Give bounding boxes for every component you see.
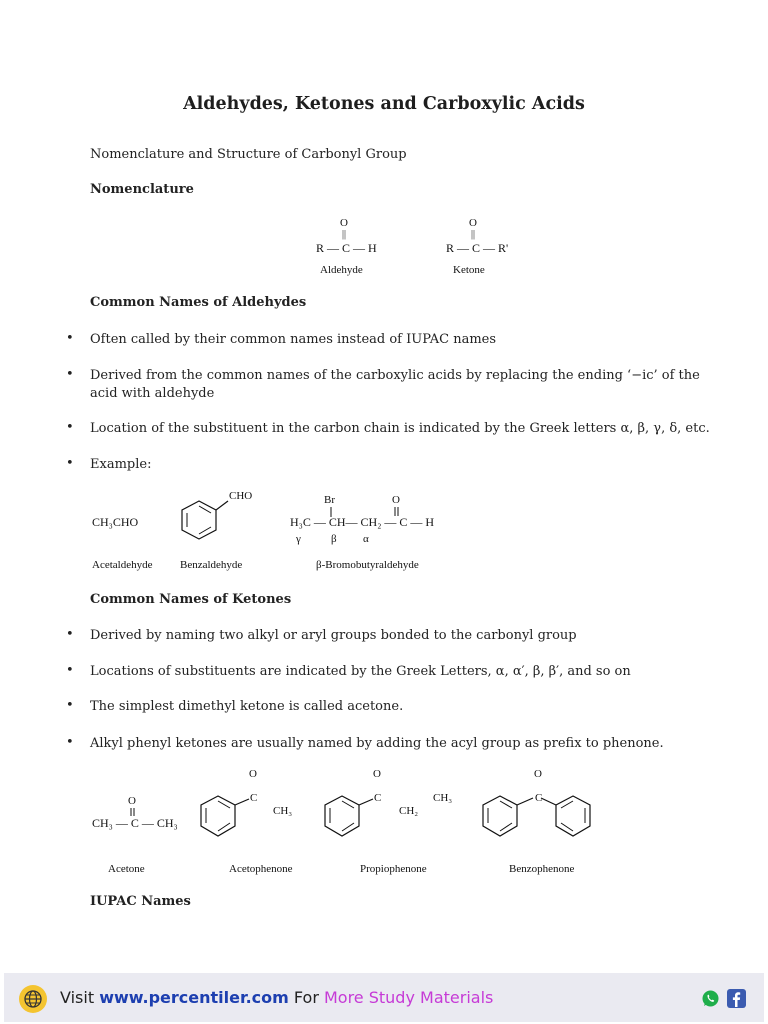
propiophenone-carbon: C bbox=[374, 792, 382, 804]
heading-ketones: Common Names of Ketones bbox=[90, 592, 292, 607]
acetophenone-oxygen: O bbox=[249, 768, 257, 780]
aldehyde-label: Aldehyde bbox=[320, 264, 363, 276]
facebook-icon[interactable] bbox=[727, 989, 746, 1008]
footer-banner bbox=[4, 973, 764, 1022]
list-item: Example: bbox=[90, 457, 152, 472]
whatsapp-icon[interactable] bbox=[701, 989, 720, 1008]
globe-icon bbox=[19, 985, 47, 1013]
page-title: Aldehydes, Ketones and Carboxylic Acids bbox=[183, 94, 585, 114]
bullet-dot: • bbox=[66, 367, 74, 382]
list-item: The simplest dimethyl ketone is called acetone. bbox=[90, 699, 404, 714]
footer-more-link[interactable]: More Study Materials bbox=[323, 988, 494, 1007]
aldehyde-formula: R — C — H bbox=[316, 241, 377, 255]
footer-visit: Visit bbox=[60, 988, 100, 1007]
ketone-double-bond: || bbox=[471, 229, 476, 240]
list-item: Locations of substituents are indicated by the Greek Letters, α, α′, β, β′, and so on bbox=[90, 664, 631, 679]
benzene-ring-icon bbox=[196, 790, 256, 844]
acetone-formula: CH₃ — C — CH₃ bbox=[92, 816, 178, 830]
bromo-formula: H₃C — CH— CH₂ — C — H bbox=[290, 515, 435, 529]
footer-for: For bbox=[288, 988, 324, 1007]
bullet-dot: • bbox=[66, 663, 74, 678]
acetophenone-ch3: CH₃ bbox=[273, 805, 293, 817]
footer-website-link[interactable]: www.percentiler.com bbox=[99, 988, 289, 1007]
acetone-label: Acetone bbox=[108, 863, 145, 875]
benzaldehyde-label: Benzaldehyde bbox=[180, 559, 243, 571]
list-item: Derived by naming two alkyl or aryl groups bonded to the carbonyl group bbox=[90, 628, 577, 643]
acetaldehyde-label: Acetaldehyde bbox=[92, 559, 153, 571]
ketone-oxygen: O bbox=[469, 217, 477, 229]
propiophenone-label: Propiophenone bbox=[360, 863, 427, 875]
bullet-dot: • bbox=[66, 627, 74, 642]
bullet-dot: • bbox=[66, 698, 74, 713]
benzophenone-carbon: C bbox=[535, 792, 543, 804]
acetophenone-carbon: C bbox=[250, 792, 258, 804]
aldehyde-oxygen: O bbox=[340, 217, 348, 229]
benzophenone-oxygen: O bbox=[534, 768, 542, 780]
acetaldehyde-formula: CH₃CHO bbox=[92, 515, 139, 529]
bromo-oxygen: O bbox=[392, 494, 400, 506]
heading-iupac: IUPAC Names bbox=[90, 894, 191, 909]
propiophenone-ch2: CH₂ bbox=[399, 805, 419, 817]
bromo-label: β-Bromobutyraldehyde bbox=[316, 559, 419, 571]
bullet-dot: • bbox=[66, 331, 74, 346]
bullet-dot: • bbox=[66, 456, 74, 471]
list-item: Location of the substituent in the carbon chain is indicated by the Greek letters α, β, γ, δ, etc. bbox=[90, 421, 710, 436]
acetophenone-label: Acetophenone bbox=[229, 863, 293, 875]
footer-text bbox=[60, 988, 493, 1007]
heading-nomenclature: Nomenclature bbox=[90, 182, 194, 197]
bromo-beta: β bbox=[331, 533, 337, 545]
aldehyde-double-bond: || bbox=[342, 229, 347, 240]
bullet-dot: • bbox=[66, 420, 74, 435]
propiophenone-oxygen: O bbox=[373, 768, 381, 780]
benzophenone-label: Benzophenone bbox=[509, 863, 575, 875]
bromo-br: Br bbox=[324, 494, 335, 506]
acetone-oxygen: O bbox=[128, 795, 136, 807]
list-item: Alkyl phenyl ketones are usually named by adding the acyl group as prefix to phenone. bbox=[90, 736, 664, 751]
heading-aldehydes: Common Names of Aldehydes bbox=[90, 295, 307, 310]
list-item: Often called by their common names instead of IUPAC names bbox=[90, 332, 497, 347]
ketone-label: Ketone bbox=[453, 264, 485, 276]
ketone-formula: R — C — R' bbox=[446, 241, 509, 255]
intro-text: Nomenclature and Structure of Carbonyl Group bbox=[90, 147, 407, 162]
list-item: Derived from the common names of the carboxylic acids by replacing the ending ‘−ic’ of the acid with aldehyde bbox=[90, 368, 700, 401]
benzene-ring-icon bbox=[176, 496, 246, 546]
bullet-dot: • bbox=[66, 735, 74, 750]
bromo-alpha: α bbox=[363, 533, 369, 545]
propiophenone-ch3: CH₃ bbox=[433, 792, 453, 804]
benzene-ring-icon bbox=[320, 790, 380, 844]
benzaldehyde-cho: CHO bbox=[229, 490, 253, 502]
bromo-gamma: γ bbox=[296, 533, 301, 545]
